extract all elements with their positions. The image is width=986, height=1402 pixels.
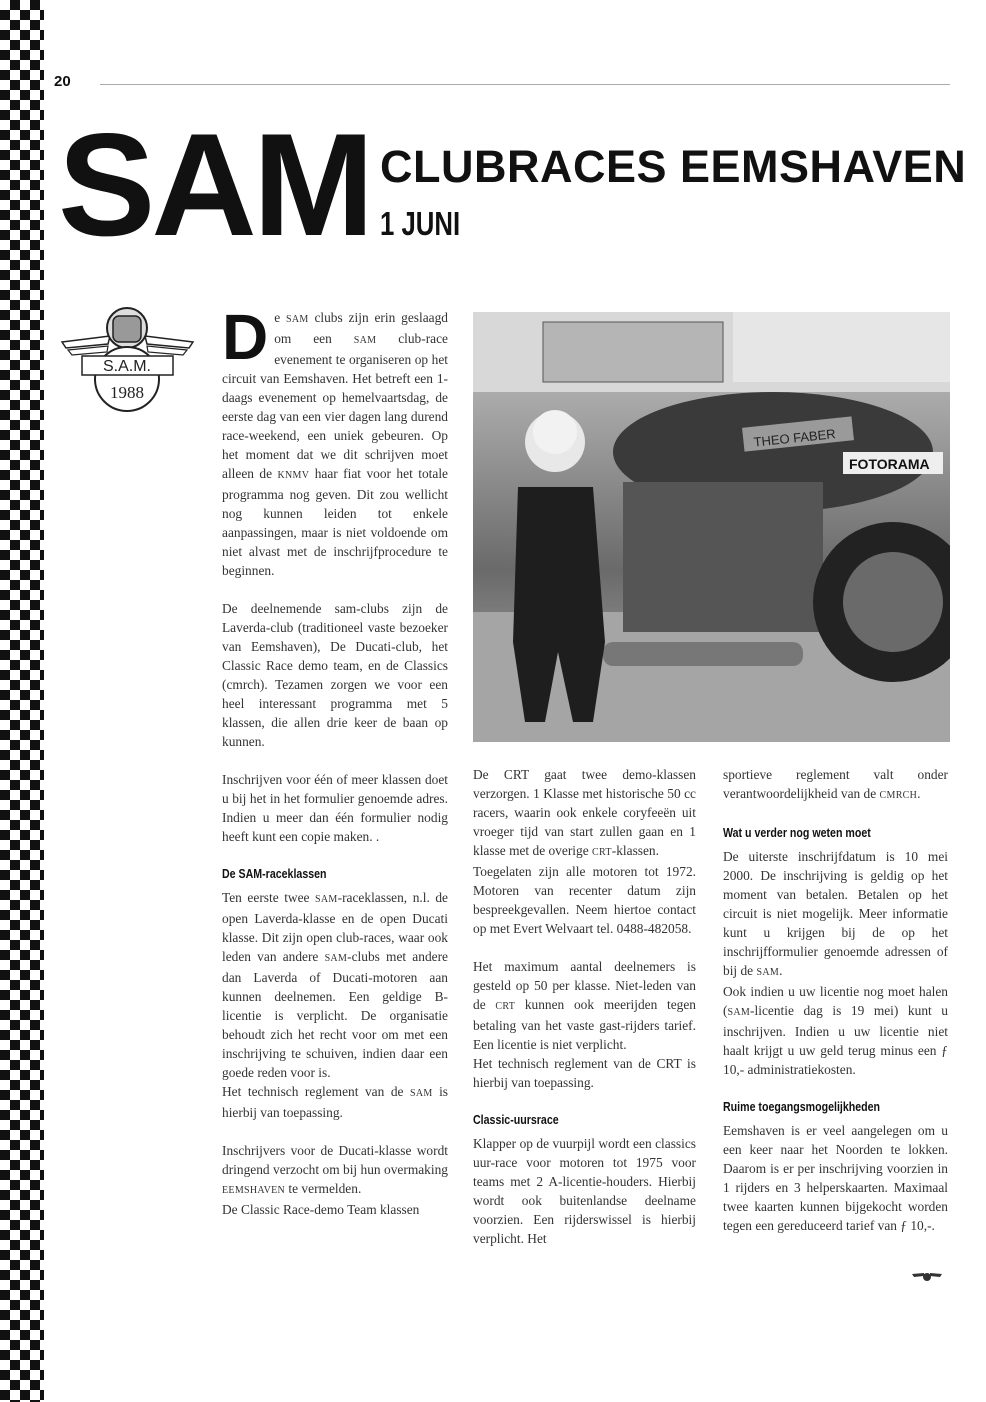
- maximum-text-b: kunnen ook meerijden tegen betaling van het vaste gast-rijders tarief. Een licentie is niet verplicht.: [473, 997, 696, 1052]
- heading-raceklassen: De SAM-raceklassen: [222, 867, 327, 881]
- paragraph-uursrace: Klapper op de vuurpijl wordt een classics uur-race voor motoren tot 1975 voor teams met 2 A-licentie-houders. Hierbij wordt ook buitenlandse deelname voorzien. Een rijderswissel is hierbij verplicht. Het: [473, 1136, 696, 1246]
- maximum-text-a: Het maximum aantal deelnemers is gesteld op 50 per klasse. Niet-leden van de: [473, 959, 696, 1012]
- intro-text-d: haar fiat voor het totale programma nog geven. Dit zou wellicht nog kunnen leiden tot enkele aanpassingen, maar is niet voldoende om niet alvast met de inschrijfprocedure te beginnen.: [222, 466, 448, 578]
- paragraph-toegelaten: Toegelaten zijn alle motoren tot 1972. Motoren van recenter datum zijn bespreekgevallen. Neem hiertoe contact op met Evert Welvaart tel. 0488-482058.: [473, 864, 696, 936]
- sportief-text-b: .: [917, 786, 921, 801]
- crt-crt: CRT: [592, 847, 612, 858]
- header-rule: [100, 84, 950, 85]
- raceklassen-text-a: Ten eerste twee: [222, 890, 316, 905]
- intro-text-c: club-race evenement te organiseren op het circuit van Eemshaven. Het betreft een 1-daags evenement op hemelvaartsdag, de eerste dag van een vier dagen lang durend race-weekend, een uniek gebeuren. Op het moment dat we dit schrijven moet alleen de: [222, 331, 448, 481]
- ducati-eemshaven: EEMSHAVEN: [222, 1185, 286, 1196]
- logo-abbr: S.A.M.: [102, 358, 152, 375]
- licentie-text-b: -licentie dag is 19 mei) kunt u inschrijven. Indien u uw licentie niet haalt krijgt u uw geld terug minus een ƒ 10,- administratiekosten.: [723, 1003, 948, 1077]
- licentie-text-a: Ook indien u uw licentie nog moet halen (: [723, 984, 948, 1018]
- ducati-text-a: Inschrijvers voor de Ducati-klasse wordt dringend verzocht om bij hun overmaking: [222, 1143, 448, 1177]
- raceklassen-text-b: -raceklassen, n.l. de open Laverda-klasse en de open Ducati klasse. Dit zijn open club-races, waar ook leden van andere: [222, 890, 448, 964]
- sportief-text-a: sportieve reglement valt onder verantwoordelijkheid van de: [723, 767, 948, 801]
- photo-mark-theo: THEO FABER: [752, 426, 837, 450]
- weten-sam: SAM: [756, 967, 780, 978]
- checkered-border: [0, 0, 44, 1402]
- end-mark-icon: [912, 1270, 942, 1284]
- weten-text-a: De uiterste inschrijfdatum is 10 mei 2000. De inschrijving is geldig op het moment van betalen. Betalen op het circuit is niet mogelijk. Meer informatie kunt u krijgen bij de op het inschrijfformulier genoemde adressen of bij de: [723, 849, 948, 978]
- page-subtitle-date: 1 JUNI: [380, 205, 461, 242]
- heading-weten: Wat u verder nog weten moet: [723, 826, 871, 840]
- ducati-text-b: te vermelden.: [285, 1181, 362, 1196]
- licentie-sam: SAM: [727, 1007, 751, 1018]
- intro-text-b: clubs zijn erin geslaagd om een: [274, 310, 448, 346]
- heading-toegang: Ruime toegangsmogelijkheden: [723, 1100, 881, 1114]
- crt-text-b: -klassen.: [611, 843, 659, 858]
- intro-knmv: KNMV: [277, 470, 310, 481]
- column-3: [723, 765, 948, 1235]
- photo-child-motorcycle: [473, 312, 950, 742]
- raceklassen-text-c: -clubs met andere dan Laverda of Ducati-motoren aan kunnen deelnemen. Een geldige B-licentie is verplicht. De organisatie behoudt zich het recht voor om met een inschrijving te schuiven, indien daar een goede reden voor is.: [222, 949, 448, 1080]
- raceklassen-sam: SAM: [315, 894, 338, 905]
- page-title: CLUBRACES EEMSHAVEN: [380, 141, 967, 192]
- raceklassen-sam2: SAM: [324, 953, 348, 964]
- reglement-sam: SAM: [409, 1088, 433, 1099]
- sam-logo-icon: [60, 304, 195, 414]
- drop-cap: D: [222, 301, 269, 373]
- intro-sam2: SAM: [353, 335, 377, 346]
- paragraph-inschrijven: Inschrijven voor één of meer klassen doet u bij het in het formulier genoemde adres. Indien u meer dan één formulier nodig heeft kunt een copie maken. .: [222, 772, 448, 844]
- page-number: 20: [54, 73, 71, 90]
- reglement-text-a: Het technisch reglement van de: [222, 1084, 410, 1099]
- title-sam: SAM: [58, 103, 371, 266]
- column-2: [473, 765, 696, 1248]
- paragraph-crt-reglement: Het technisch reglement van de CRT is hierbij van toepassing.: [473, 1056, 696, 1090]
- heading-uursrace: Classic-uursrace: [473, 1113, 559, 1127]
- paragraph-clubs: De deelnemende sam-clubs zijn de Laverda-club (traditioneel vaste bezoeker van Eemshaven), De Ducati-club, het Classic Race demo team, en de Classics (cmrch). Tezamen zorgen we voor een heel interessant programma met 5 klassen, die allen drie keer de baan op kunnen.: [222, 601, 448, 749]
- column-1: [222, 301, 449, 1219]
- intro-text-a: e: [274, 310, 287, 325]
- sportief-cmrch: CMRCH: [879, 790, 918, 801]
- paragraph-toegang: Eemshaven is er veel aangelegen om u een keer naar het Noorden te lokken. Daarom is er per inschrijving voorzien in 1 rijders en 3 helperskaarten. Maximaal twee kaarten kunnen bijgekocht worden tegen een gereduceerd tarief van ƒ 10,-.: [723, 1123, 948, 1233]
- weten-text-b: .: [779, 963, 783, 978]
- intro-sam: SAM: [286, 314, 309, 325]
- paragraph-crt-klassen: De Classic Race-demo Team klassen: [222, 1202, 420, 1217]
- maximum-crt: CRT: [495, 1001, 516, 1012]
- crt-text-a: De CRT gaat twee demo-klassen verzorgen. 1 Klasse met historische 50 cc racers, waarin ook enkele coryfeeën uit vroeger tijd van start zullen gaan en 1 klasse met de overige: [473, 767, 696, 858]
- photo-mark-fotorama: FOTORAMA: [849, 456, 930, 472]
- reglement-text-b: is hierbij van toepassing.: [222, 1084, 449, 1120]
- logo-year: 1988: [110, 383, 144, 402]
